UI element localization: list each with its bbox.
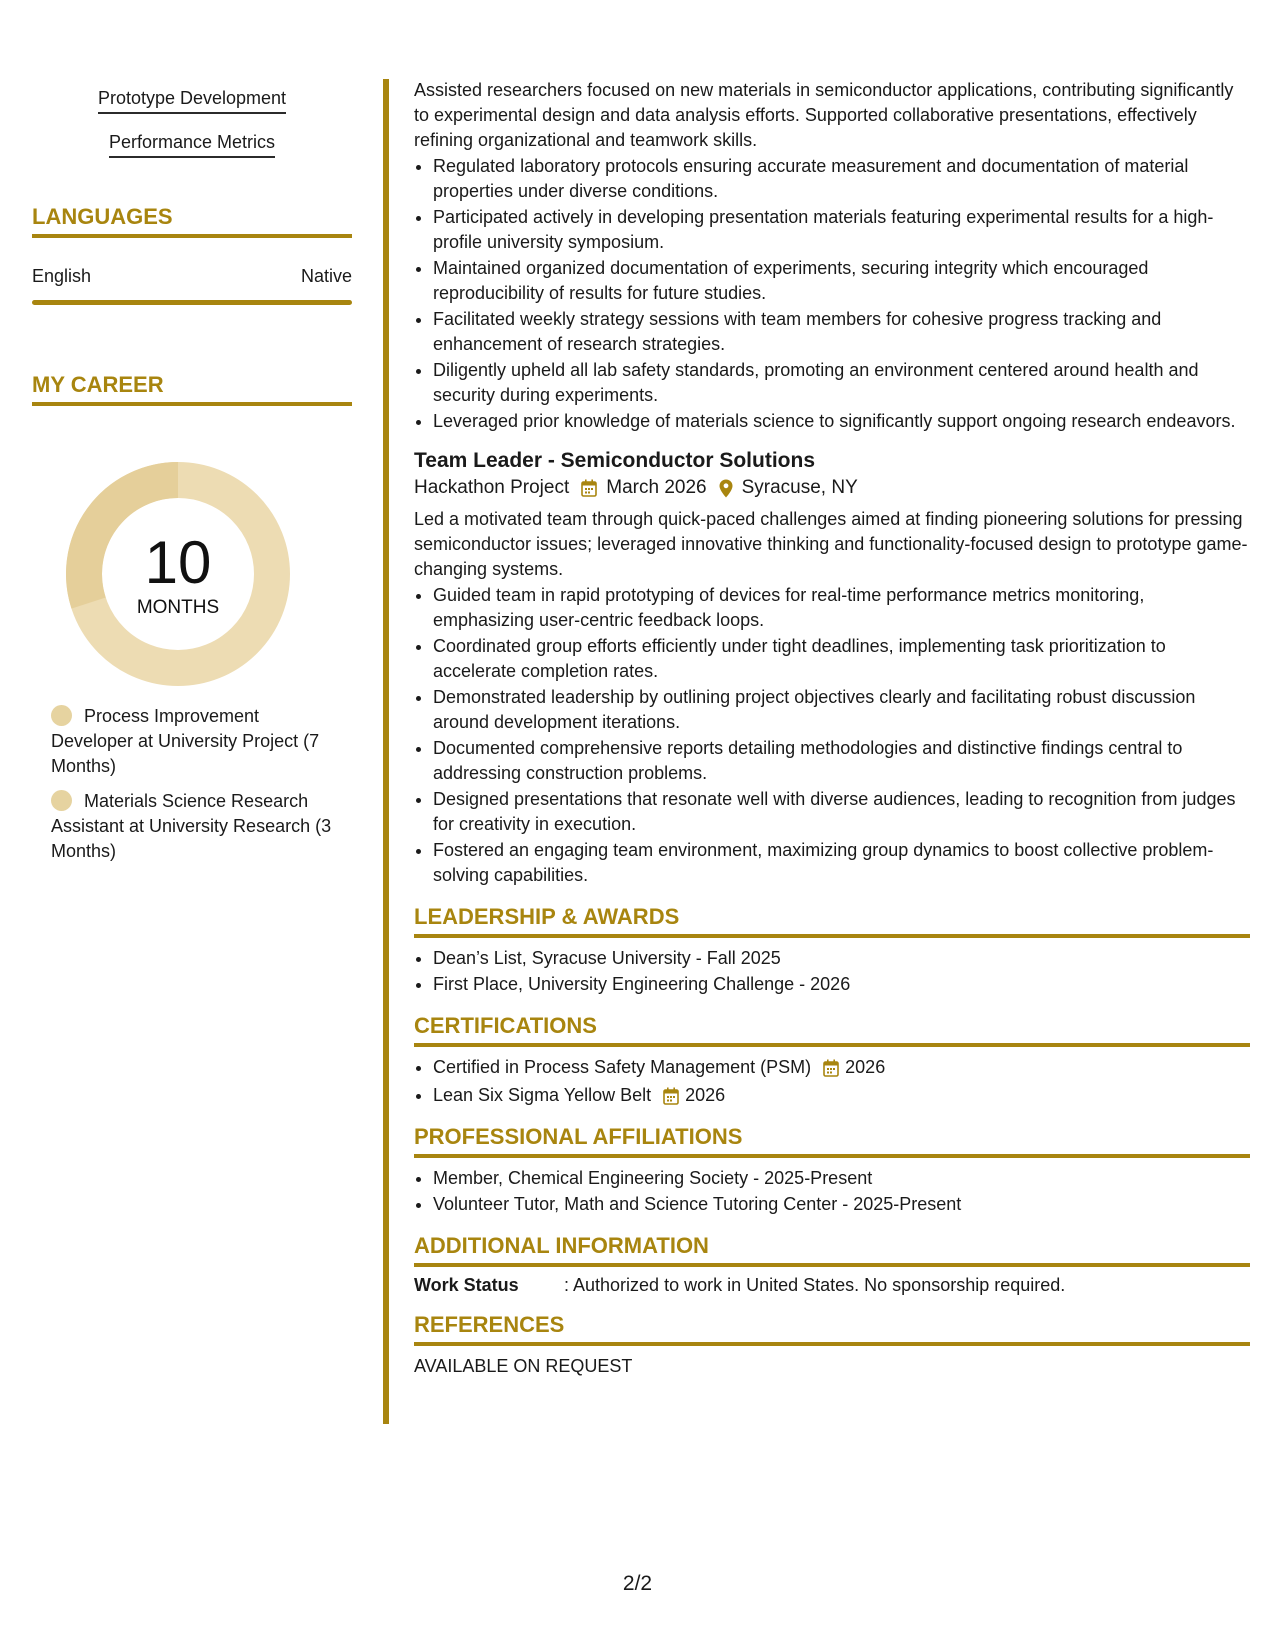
certifications-list	[414, 1055, 1250, 1108]
job-title: Team Leader - Semiconductor Solutions	[414, 449, 816, 472]
skill-item: Performance Metrics	[32, 132, 352, 158]
career-total-unit: MONTHS	[136, 597, 220, 618]
legend-dot	[51, 790, 72, 811]
language-level: Native	[300, 266, 352, 286]
references-text: AVAILABLE ON REQUEST	[414, 1356, 633, 1376]
calendar-icon	[663, 1087, 679, 1105]
legend-dot	[51, 705, 72, 726]
job-summary: Led a motivated team through quick-paced challenges aimed at finding pioneering solutions for pressing semiconductor issues; leveraged innovative thinking and functionality-focused design to prototype game-changing systems.	[414, 509, 1248, 579]
certification-name: • Certified in Process Safety Management (PSM)	[433, 1057, 812, 1077]
references-heading: REFERENCES	[414, 1312, 1250, 1346]
language-level-bar	[32, 300, 352, 305]
certification-item	[433, 1083, 1250, 1108]
affiliation-item: • Member, Chemical Engineering Society - 2025-Present	[433, 1166, 1250, 1191]
main-column	[414, 78, 1250, 1379]
bullet-item: • Regulated laboratory protocols ensuring accurate measurement and documentation of material properties under diverse conditions.	[433, 154, 1250, 204]
bullet-item: • Guided team in rapid prototyping of devices for real-time performance metrics monitoring, emphasizing user-centric feedback loops.	[433, 583, 1250, 633]
affiliations-list	[414, 1166, 1250, 1217]
bullet-item: • Leveraged prior knowledge of materials science to significantly support ongoing research endeavors.	[433, 409, 1250, 434]
career-legend-item: Process Improvement Developer at University Project (7 Months)	[51, 706, 320, 776]
award-item: • Dean’s List, Syracuse University - Fall 2025	[433, 946, 1250, 971]
certification-name: • Lean Six Sigma Yellow Belt	[433, 1085, 652, 1105]
bullet-item: • Coordinated group efforts efficiently under tight deadlines, implementing task prioritization to accelerate completion rates.	[433, 634, 1250, 684]
bullet-item: • Facilitated weekly strategy sessions with team members for cohesive progress tracking and enhancement of research strategies.	[433, 307, 1250, 357]
bullet-item: • Maintained organized documentation of experiments, securing integrity which encouraged reproducibility of results for future studies.	[433, 256, 1250, 306]
language-row	[32, 266, 352, 287]
certification-year: 2026	[845, 1057, 886, 1077]
languages-heading: LANGUAGES	[32, 204, 352, 238]
work-status-label: Work Status	[414, 1275, 519, 1295]
leadership-list	[414, 946, 1250, 997]
work-status-value: : Authorized to work in United States. No sponsorship required.	[564, 1275, 1066, 1295]
job-organization: Hackathon Project	[414, 477, 570, 498]
calendar-icon	[823, 1059, 839, 1077]
job-bullets	[414, 154, 1250, 434]
job-meta	[414, 477, 1250, 499]
certification-year: 2026	[685, 1085, 726, 1105]
work-status-row	[414, 1275, 1250, 1296]
leadership-heading: LEADERSHIP & AWARDS	[414, 904, 1250, 938]
job-summary: Assisted researchers focused on new materials in semiconductor applications, contributing significantly to experimental design and data analysis efforts. Supported collaborative presentations, effectively refining organizational and teamwork skills.	[414, 80, 1234, 150]
calendar-icon	[581, 479, 597, 497]
award-item: • First Place, University Engineering Challenge - 2026	[433, 972, 1250, 997]
job-location: Syracuse, NY	[741, 477, 858, 498]
certification-item	[433, 1055, 1250, 1080]
bullet-item: • Designed presentations that resonate well with diverse audiences, leading to recognition from judges for creativity in execution.	[433, 787, 1250, 837]
bullet-item: • Diligently upheld all lab safety standards, promoting an environment centered around health and security during experiments.	[433, 358, 1250, 408]
bullet-item: • Demonstrated leadership by outlining project objectives clearly and facilitating robust discussion around development iterations.	[433, 685, 1250, 735]
affiliation-item: • Volunteer Tutor, Math and Science Tutoring Center - 2025-Present	[433, 1192, 1250, 1217]
bullet-item: • Participated actively in developing presentation materials featuring experimental results for a high-profile university symposium.	[433, 205, 1250, 255]
bullet-item: • Documented comprehensive reports detailing methodologies and distinctive findings central to addressing construction problems.	[433, 736, 1250, 786]
job-bullets	[414, 583, 1250, 888]
additional-info-heading: ADDITIONAL INFORMATION	[414, 1233, 1250, 1267]
location-pin-icon	[719, 479, 733, 498]
page-number: 2/2	[622, 1572, 653, 1595]
job-date: March 2026	[606, 477, 707, 498]
affiliations-heading: PROFESSIONAL AFFILIATIONS	[414, 1124, 1250, 1158]
career-legend-item: Materials Science Research Assistant at University Research (3 Months)	[51, 791, 332, 861]
column-divider	[383, 79, 389, 1424]
career-total-months: 10	[144, 529, 212, 596]
bullet-item: • Fostered an engaging team environment, maximizing group dynamics to boost collective problem-solving capabilities.	[433, 838, 1250, 888]
certifications-heading: CERTIFICATIONS	[414, 1013, 1250, 1047]
language-name: English	[32, 266, 92, 286]
skill-item: Prototype Development	[32, 88, 352, 114]
career-heading: MY CAREER	[32, 372, 352, 406]
